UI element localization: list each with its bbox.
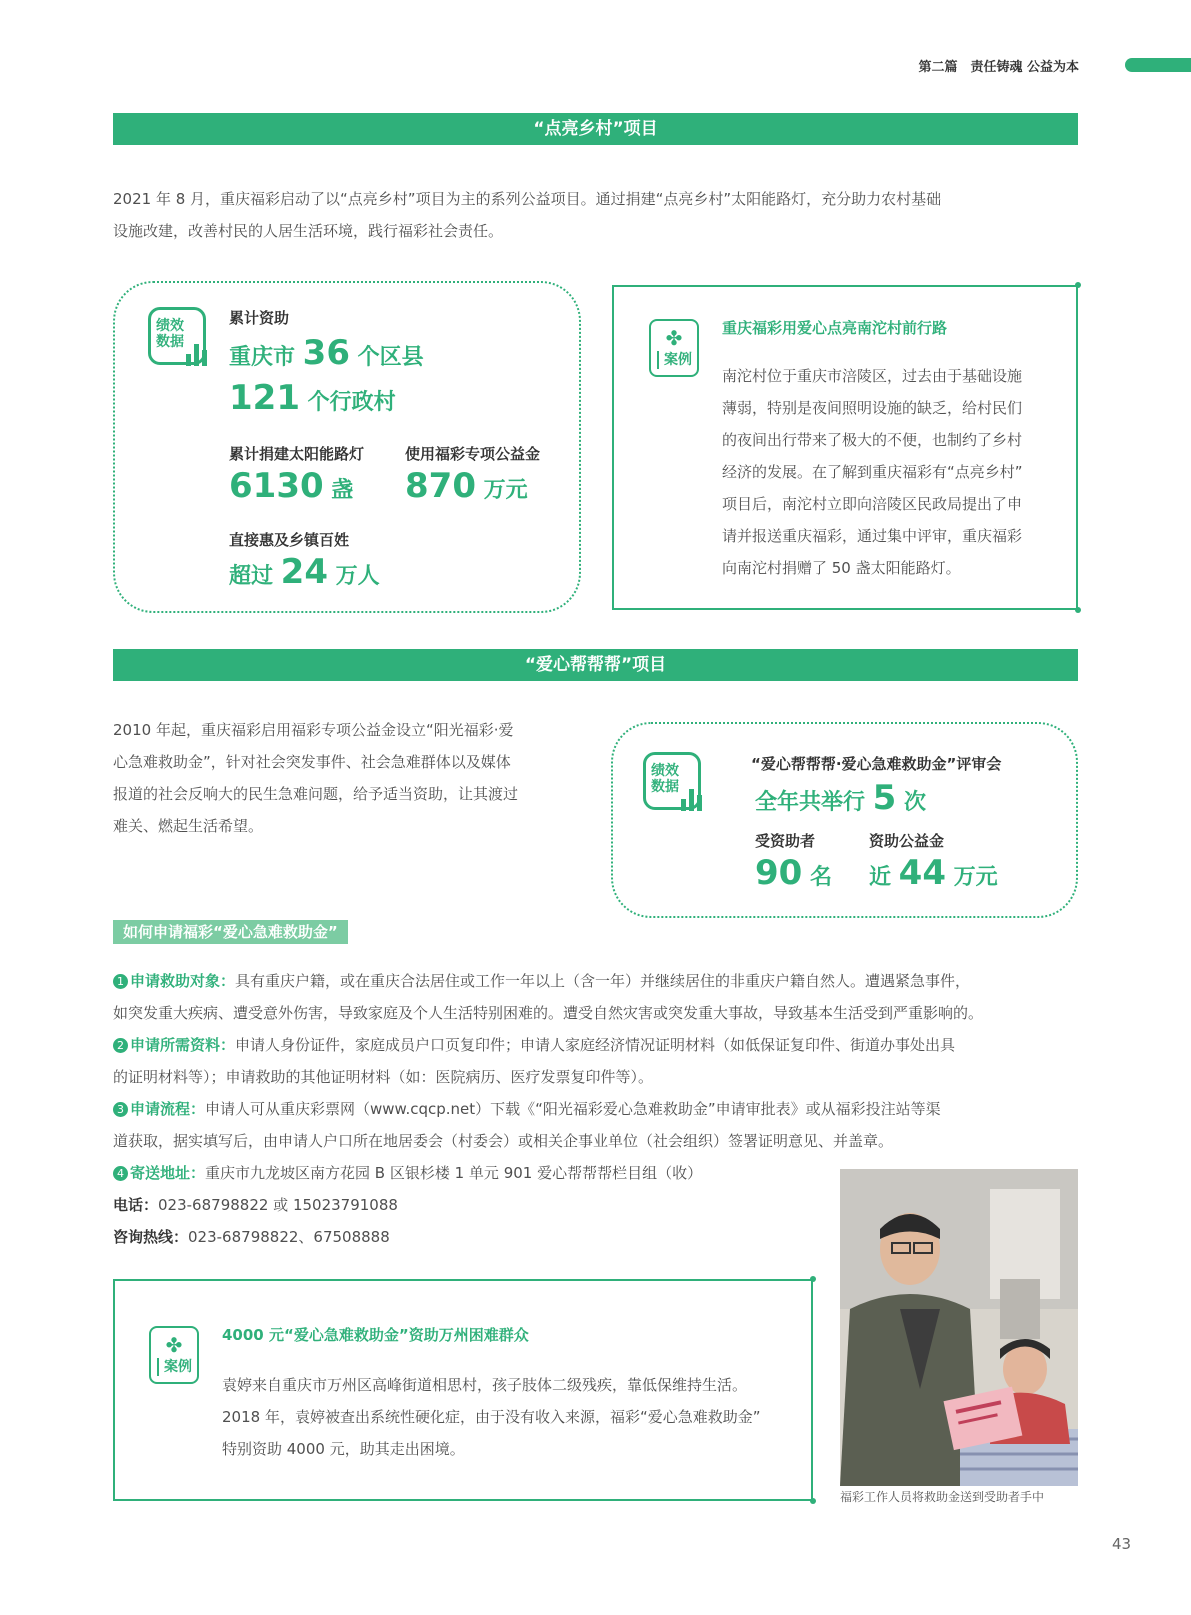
review-meeting-title: “爱心帮帮帮·爱心急难救助金”评审会: [751, 755, 1002, 773]
apply-phone: 电话：023-68798822 或 15023791088: [113, 1196, 398, 1214]
section-banner-love-help: “爱心帮帮帮”项目: [113, 649, 1078, 681]
apply-item-process: 3 申请流程：申请人可从重庆彩票网（www.cqcp.net）下载《“阳光福彩爱心急难救助金”申请审批表》或从福彩投注站等渠: [113, 1093, 1088, 1125]
apply-item-eligibility: 1 申请救助对象：具有重庆户籍，或在重庆合法居住或工作一年以上（含一年）并继续居住的非重庆户籍自然人。遭遇紧急事件，: [113, 965, 1088, 997]
case-body: 袁婷来自重庆市万州区高峰街道相思村，孩子肢体二级残疾，靠低保维持生活。 2018 年，袁婷被查出系统性硬化症，由于没有收入来源，福彩“爱心急难救助金” 特别资助 4000 元，助其走出困境。: [222, 1376, 761, 1458]
stat-street-lights: 6130 盏: [229, 466, 354, 506]
performance-data-icon: 绩效 数据: [148, 307, 206, 365]
apply-instructions: 1 申请救助对象：具有重庆户籍，或在重庆合法居住或工作一年以上（含一年）并继续居住的非重庆户籍自然人。遭遇紧急事件， 如突发重大疾病、遭受意外伤害，导致家庭及个人生活特别困难的。遭受自然灾害或突发重大事故，导致基本生活受到严重影响的。 2 申请所需资料：申请人身份证件，家庭成员户口页复印件；申请人家庭经济情况证明材料（如低保证复印件、街道办事处出具 的证明材料等）；申请救助的其他证明材料（如：医院病历、医疗发票复印件等）。 3 申请流程：申请人可从重庆彩票网（www.cqcp.net）下载《“阳光福彩爱心急难救助金”申请审批表》或从福彩投注站等渠 道获取，据实填写后，由申请人户口所在地居委会（村委会）或相关企事业单位（社会组织）签署证明意见、并盖章。 4 寄送地址：重庆市九龙坡区南方花园 B 区银杉楼 1 单元 901 爱心帮帮帮栏目组（收） 电话：023-68798822 或 15023791088 咨询热线：023-68798822、67508888: [113, 965, 1088, 1253]
case-icon: ✤ 案例: [649, 319, 699, 377]
photo-caption: 福彩工作人员将救助金送到受助者手中: [840, 1490, 1045, 1504]
section-banner-light-up-villages: “点亮乡村”项目: [113, 113, 1078, 145]
page-number: 43: [1112, 1535, 1132, 1553]
apply-item-address: 4 寄送地址：重庆市九龙坡区南方花园 B 区银杉楼 1 单元 901 爱心帮帮帮栏目组（收）: [113, 1157, 1088, 1189]
apply-hotline: 咨询热线：023-68798822、67508888: [113, 1228, 390, 1246]
stat-label-total-funding: 累计资助: [229, 309, 290, 327]
case-body: 南沱村位于重庆市涪陵区，过去由于基础设施 薄弱，特别是夜间照明设施的缺乏，给村民们 的夜间出行带来了极大的不便，也制约了乡村 经济的发展。在了解到重庆福彩有“点亮乡村” 项目后，南沱村立即向涪陵区民政局提出了申 请并报送重庆福彩，通过集中评审，重庆福彩 向南沱村捐赠了 50 盏太阳能路灯。: [722, 367, 1023, 577]
header-accent-bar: [1125, 58, 1191, 72]
how-to-apply-tag: 如何申请福彩“爱心急难救助金”: [113, 920, 348, 944]
section2-intro: 2010 年起，重庆福彩启用福彩专项公益金设立“阳光福彩·爱 心急难救助金”，针对社会突发事件、社会急难群体以及媒体 报道的社会反响大的民生急难问题，给予适当资助，让其渡过 难关、燃起生活希望。: [113, 721, 519, 835]
case-icon: ✤ 案例: [149, 1326, 199, 1384]
case-box-corner-dot: [1075, 607, 1081, 613]
stat-beneficiaries: 超过 24 万人: [229, 552, 380, 592]
case-title: 4000 元“爱心急难救助金”资助万州困难群众: [222, 1326, 529, 1344]
aid-delivery-photo: [840, 1169, 1078, 1486]
stat-label-street-lights: 累计捐建太阳能路灯: [229, 445, 365, 463]
case-box-corner-dot: [1075, 282, 1081, 288]
stat-districts: 重庆市 36 个区县: [229, 333, 424, 373]
intro-line: 2021 年 8 月，重庆福彩启动了以“点亮乡村”项目为主的系列公益项目。通过捐建“点亮乡村”太阳能路灯，充分助力农村基础: [113, 190, 942, 208]
stat-label-fund: 使用福彩专项公益金: [405, 445, 541, 463]
running-head: 第二篇 责任铸魂 公益为本: [918, 60, 1079, 75]
stat-grant-fund: 近 44 万元: [869, 853, 998, 893]
stat-label-beneficiaries: 直接惠及乡镇百姓: [229, 531, 350, 549]
stat-villages: 121 个行政村: [229, 378, 396, 418]
stat-fund: 870 万元: [405, 466, 528, 506]
apply-item-materials: 2 申请所需资料：申请人身份证件，家庭成员户口页复印件；申请人家庭经济情况证明材料（如低保证复印件、街道办事处出具: [113, 1029, 1088, 1061]
section1-intro: [113, 183, 1083, 247]
stat-label-grant-fund: 资助公益金: [869, 832, 945, 850]
case-box-corner-dot: [810, 1276, 816, 1282]
case-box-corner-dot: [810, 1498, 816, 1504]
performance-data-icon: 绩效 数据: [643, 752, 701, 810]
intro-line: 设施改建，改善村民的人居生活环境，践行福彩社会责任。: [113, 222, 504, 240]
stat-recipients: 90 名: [755, 853, 832, 893]
stat-meetings: 全年共举行 5 次: [755, 778, 927, 818]
case-title: 重庆福彩用爱心点亮南沱村前行路: [722, 319, 948, 337]
stat-label-recipients: 受资助者: [755, 832, 816, 850]
